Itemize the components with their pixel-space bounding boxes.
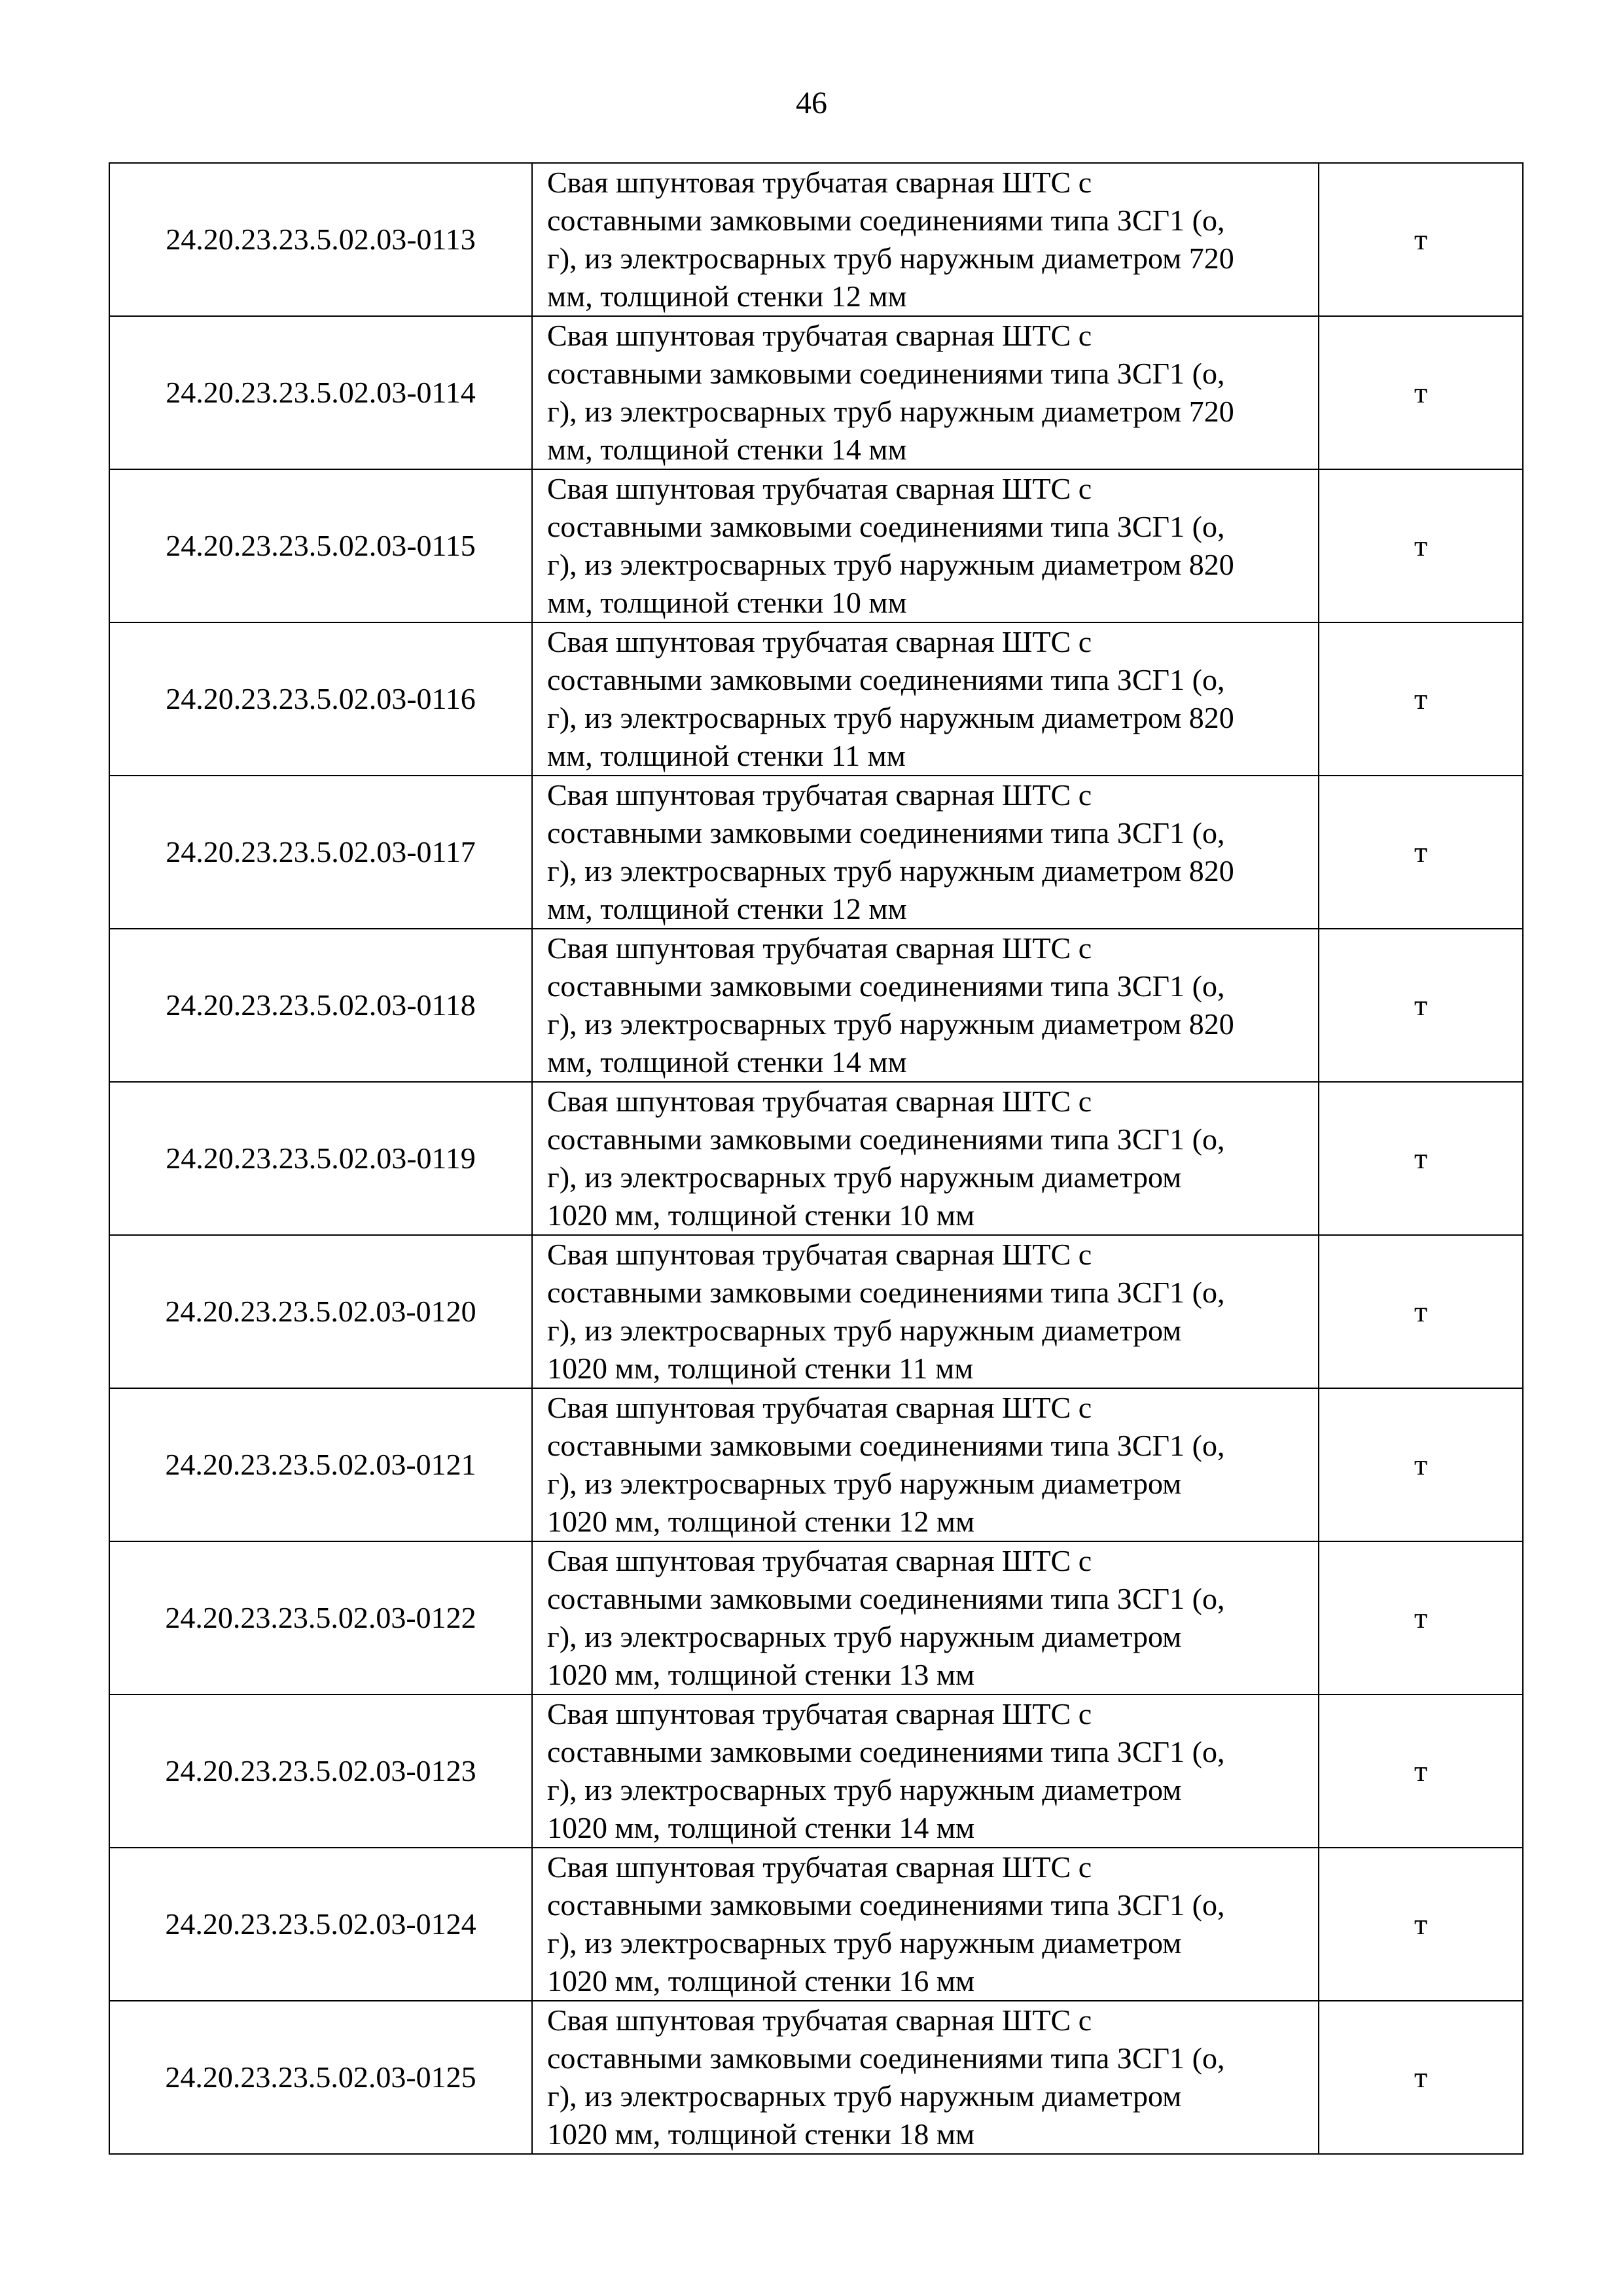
resource-description-cell [532,776,1319,929]
description-line: Свая шпунтовая трубчатая сварная ШТС с [547,625,1092,658]
description-line: г), из электросварных труб наружным диаметром 820 [547,854,1234,888]
table-row [109,1082,1523,1235]
unit-cell: т [1319,1695,1523,1848]
resource-code-cell: 24.20.23.23.5.02.03-0122 [109,1541,532,1695]
description-line: г), из электросварных труб наружным диаметром [547,1773,1182,1806]
resource-description-cell [532,469,1319,622]
resource-code-cell: 24.20.23.23.5.02.03-0113 [109,163,532,316]
description-line: г), из электросварных труб наружным диаметром [547,1926,1182,1960]
description-line: 1020 мм, толщиной стенки 16 мм [547,1964,975,1998]
description-line: г), из электросварных труб наружным диаметром [547,1160,1182,1194]
description-line: составными замковыми соединениями типа ЗСГ1 (о, [547,1735,1225,1768]
description-line: составными замковыми соединениями типа ЗСГ1 (о, [547,1276,1225,1309]
resource-description-cell [532,1848,1319,2001]
description-line: 1020 мм, толщиной стенки 10 мм [547,1198,975,1232]
description-line: г), из электросварных труб наружным диаметром 720 [547,395,1234,428]
resource-code-cell: 24.20.23.23.5.02.03-0120 [109,1235,532,1388]
description-line: мм, толщиной стенки 10 мм [547,586,907,619]
description-line: г), из электросварных труб наружным диаметром 820 [547,548,1234,581]
unit-cell: т [1319,316,1523,469]
description-line: составными замковыми соединениями типа ЗСГ1 (о, [547,969,1225,1003]
description-line: мм, толщиной стенки 12 мм [547,892,907,925]
unit-cell: т [1319,1848,1523,2001]
description-line: 1020 мм, толщиной стенки 12 мм [547,1505,975,1538]
description-line: Свая шпунтовая трубчатая сварная ШТС с [547,931,1092,965]
description-line: Свая шпунтовая трубчатая сварная ШТС с [547,1238,1092,1271]
unit-cell: т [1319,469,1523,622]
unit-cell: т [1319,929,1523,1082]
table-row [109,622,1523,776]
resource-description-cell [532,622,1319,776]
unit-cell: т [1319,2001,1523,2154]
description-line: 1020 мм, толщиной стенки 14 мм [547,1811,975,1844]
description-line: Свая шпунтовая трубчатая сварная ШТС с [547,166,1092,199]
description-line: 1020 мм, толщиной стенки 11 мм [547,1352,974,1385]
unit-cell: т [1319,622,1523,776]
description-line: г), из электросварных труб наружным диаметром [547,2079,1182,2113]
resource-code-cell: 24.20.23.23.5.02.03-0125 [109,2001,532,2154]
resource-code-cell: 24.20.23.23.5.02.03-0119 [109,1082,532,1235]
resource-code-cell: 24.20.23.23.5.02.03-0121 [109,1388,532,1541]
description-line: 1020 мм, толщиной стенки 13 мм [547,1658,975,1691]
resource-table-body [109,163,1523,2154]
page-number: 46 [796,86,827,120]
description-line: мм, толщиной стенки 14 мм [547,1045,907,1079]
description-line: составными замковыми соединениями типа ЗСГ1 (о, [547,204,1225,237]
resource-description-cell [532,929,1319,1082]
resource-code-cell: 24.20.23.23.5.02.03-0118 [109,929,532,1082]
description-line: Свая шпунтовая трубчатая сварная ШТС с [547,1697,1092,1731]
table-row [109,163,1523,316]
description-line: составными замковыми соединениями типа ЗСГ1 (о, [547,663,1225,696]
description-line: мм, толщиной стенки 14 мм [547,433,907,466]
description-line: Свая шпунтовая трубчатая сварная ШТС с [547,1085,1092,1118]
unit-cell: т [1319,776,1523,929]
resource-code-cell: 24.20.23.23.5.02.03-0123 [109,1695,532,1848]
description-line: составными замковыми соединениями типа ЗСГ1 (о, [547,2041,1225,2075]
description-line: Свая шпунтовая трубчатая сварная ШТС с [547,472,1092,505]
unit-cell: т [1319,1082,1523,1235]
description-line: г), из электросварных труб наружным диаметром 820 [547,1007,1234,1041]
description-line: Свая шпунтовая трубчатая сварная ШТС с [547,1391,1092,1424]
description-line: составными замковыми соединениями типа ЗСГ1 (о, [547,1122,1225,1156]
resource-description-cell [532,1695,1319,1848]
description-line: составными замковыми соединениями типа ЗСГ1 (о, [547,1582,1225,1615]
description-line: г), из электросварных труб наружным диаметром [547,1314,1182,1347]
resource-description-cell [532,163,1319,316]
resource-description-cell [532,2001,1319,2154]
table-row [109,1541,1523,1695]
resource-description-cell [532,316,1319,469]
resource-description-cell [532,1235,1319,1388]
resource-code-cell: 24.20.23.23.5.02.03-0124 [109,1848,532,2001]
description-line: Свая шпунтовая трубчатая сварная ШТС с [547,778,1092,812]
description-line: составными замковыми соединениями типа ЗСГ1 (о, [547,357,1225,390]
table-row [109,316,1523,469]
description-line: г), из электросварных труб наружным диаметром 720 [547,242,1234,275]
description-line: г), из электросварных труб наружным диаметром [547,1620,1182,1653]
table-row [109,1235,1523,1388]
resource-code-cell: 24.20.23.23.5.02.03-0117 [109,776,532,929]
table-row [109,1848,1523,2001]
resource-table [109,162,1524,2155]
description-line: составными замковыми соединениями типа ЗСГ1 (о, [547,1429,1225,1462]
table-row [109,2001,1523,2154]
description-line: составными замковыми соединениями типа ЗСГ1 (о, [547,1888,1225,1922]
resource-description-cell [532,1082,1319,1235]
description-line: Свая шпунтовая трубчатая сварная ШТС с [547,2003,1092,2037]
unit-cell: т [1319,1541,1523,1695]
unit-cell: т [1319,163,1523,316]
resource-code-cell: 24.20.23.23.5.02.03-0115 [109,469,532,622]
resource-code-cell: 24.20.23.23.5.02.03-0116 [109,622,532,776]
description-line: Свая шпунтовая трубчатая сварная ШТС с [547,1544,1092,1577]
description-line: г), из электросварных труб наружным диаметром 820 [547,701,1234,734]
table-row [109,1388,1523,1541]
description-line: мм, толщиной стенки 11 мм [547,739,906,772]
table-row [109,1695,1523,1848]
description-line: составными замковыми соединениями типа ЗСГ1 (о, [547,510,1225,543]
description-line: мм, толщиной стенки 12 мм [547,279,907,313]
table-row [109,469,1523,622]
resource-code-cell: 24.20.23.23.5.02.03-0114 [109,316,532,469]
table-row [109,776,1523,929]
description-line: г), из электросварных труб наружным диаметром [547,1467,1182,1500]
description-line: составными замковыми соединениями типа ЗСГ1 (о, [547,816,1225,850]
resource-description-cell [532,1541,1319,1695]
description-line: 1020 мм, толщиной стенки 18 мм [547,2117,975,2151]
unit-cell: т [1319,1388,1523,1541]
resource-description-cell [532,1388,1319,1541]
description-line: Свая шпунтовая трубчатая сварная ШТС с [547,1850,1092,1884]
description-line: Свая шпунтовая трубчатая сварная ШТС с [547,319,1092,352]
unit-cell: т [1319,1235,1523,1388]
table-row [109,929,1523,1082]
